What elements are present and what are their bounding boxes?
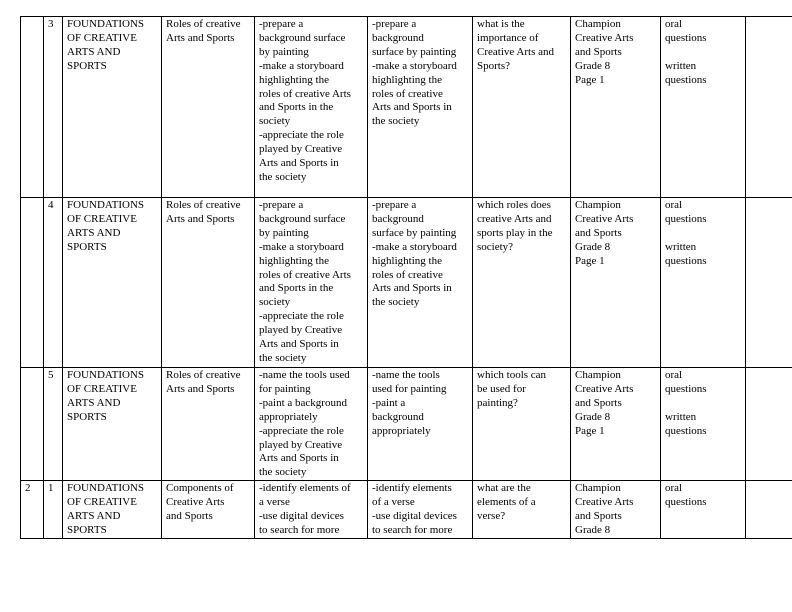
cell-text-line: the society [372,115,420,128]
key-inquiry-question-cell [473,481,571,539]
cell-text-line: to search for more [372,523,453,536]
learning-experiences-cell [368,198,473,368]
cell-text-line: SPORTS [67,240,107,253]
cell-text-line: ARTS AND [67,510,121,523]
cell-text-line: background [372,410,424,423]
cell-text-line: Creative Arts [166,496,225,509]
cell-text-line: SPORTS [67,410,107,423]
cell-text-line: -name the tools used [259,369,350,381]
cell-text-line: Champion [575,482,621,495]
cell-text-line: background [372,31,424,44]
cell-text-line: questions [665,424,707,437]
cell-text-line: highlighting the [372,73,442,86]
cell-text-line: -prepare a [372,199,417,211]
cell-text-line: verse? [477,510,506,523]
cell-text-line: Page 1 [575,254,605,267]
table-body [21,17,792,539]
cell-text-line: Arts and Sports [166,212,235,225]
cell-text-line: by painting [259,45,309,58]
cell-text-line: and Sports in the [259,101,334,114]
learning-resources-cell [571,17,661,198]
week-cell [21,198,44,368]
lesson-cell [44,17,63,198]
cell-text-line: roles of creative [372,87,443,100]
cell-text-line: FOUNDATIONS [67,199,145,211]
cell-text-line: Arts and Sports in [372,101,452,114]
cell-text-line: background surface [259,31,346,44]
cell-text-line: FOUNDATIONS [67,482,145,495]
cell-text-line: ARTS AND [67,396,121,409]
cell-text-line: and Sports [575,396,622,409]
cell-text-line: -appreciate the role [259,129,344,142]
remarks-cell [746,17,792,198]
cell-text-line: for painting [259,382,311,395]
cell-text-line: society [259,296,291,309]
learning-resources-cell [571,368,661,481]
cell-text: 3 [48,18,54,30]
cell-text-line: Arts and Sports in [259,452,339,465]
cell-text-line: which roles does [477,199,551,211]
learning-outcomes-cell [255,368,368,481]
cell-text-line: Creative Arts [575,212,634,225]
cell-text-line: oral [665,482,683,495]
cell-text-line: Grade 8 [575,523,611,536]
cell-text-line: oral [665,18,683,30]
sub-strand-cell [162,17,255,198]
cell-text-line: creative Arts and [477,212,552,225]
cell-text-line: importance of [477,31,539,44]
week-cell [21,368,44,481]
cell-text-line: surface by painting [372,226,457,239]
cell-text-line: -appreciate the role [259,310,344,323]
cell-text-line: Creative Arts [575,382,634,395]
cell-text-line: highlighting the [259,73,329,86]
cell-text-line: highlighting the [372,254,442,267]
blank-line [665,227,743,241]
cell-text-line: the society [372,296,420,309]
cell-text-line: Components of [166,482,234,495]
cell-text-line: Page 1 [575,73,605,86]
cell-text-line: Champion [575,18,621,30]
cell-text-line: questions [665,31,707,44]
cell-text-line: society [259,115,291,128]
strand-cell [63,481,162,539]
cell-text-line: OF CREATIVE [67,496,137,509]
cell-text-line: background [372,212,424,225]
cell-text-line: written [665,240,697,253]
cell-text-line: -make a storyboard [372,240,457,253]
cell-text: 2 [25,482,31,495]
lesson-cell [44,368,63,481]
cell-text-line: questions [665,254,707,267]
cell-text-line: played by Creative [259,324,343,337]
cell-text-line: ARTS AND [67,45,121,58]
cell-text-line: Roles of creative [166,18,241,30]
key-inquiry-question-cell [473,17,571,198]
cell-text-line: OF CREATIVE [67,31,137,44]
key-inquiry-question-cell [473,368,571,481]
learning-outcomes-cell [255,481,368,539]
cell-text-line: the society [259,170,307,183]
strand-cell [63,368,162,481]
cell-text-line: SPORTS [67,523,107,536]
cell-text-line: background surface [259,212,346,225]
cell-text-line: be used for [477,382,526,395]
learning-experiences-cell [368,17,473,198]
assessment-cell [661,368,746,481]
cell-text-line: played by Creative [259,143,343,156]
blank-line [665,397,743,411]
cell-text-line: Grade 8 [575,59,611,72]
table-row [21,198,792,368]
strand-cell [63,17,162,198]
cell-text-line: Creative Arts and [477,45,554,58]
lesson-cell [44,481,63,539]
cell-text-line: Page 1 [575,424,605,437]
cell-text-line: oral [665,369,683,381]
cell-text-line: FOUNDATIONS [67,369,145,381]
cell-text-line: -name the tools [372,369,440,381]
cell-text-line: Arts and Sports in [259,157,339,170]
cell-text-line: -appreciate the role [259,424,344,437]
cell-text-line: -make a storyboard [372,59,457,72]
cell-text-line: painting? [477,396,518,409]
cell-text-line: Creative Arts [575,496,634,509]
sub-strand-cell [162,481,255,539]
cell-text-line: FOUNDATIONS [67,18,145,30]
cell-text-line: to search for more [259,523,340,536]
cell-text-line: questions [665,73,707,86]
cell-text-line: Champion [575,199,621,211]
remarks-cell [746,481,792,539]
cell-text-line: and Sports in the [259,282,334,295]
week-cell [21,17,44,198]
cell-text-line: a verse [259,496,290,509]
cell-text-line: surface by painting [372,45,457,58]
cell-text-line: used for painting [372,382,447,395]
lesson-cell [44,198,63,368]
cell-text-line: sports play in the [477,226,553,239]
cell-text-line: appropriately [372,424,431,437]
table-row [21,481,792,539]
cell-text-line: -prepare a [372,18,417,30]
assessment-cell [661,198,746,368]
cell-text-line: written [665,410,697,423]
cell-text-line: Arts and Sports in [259,338,339,351]
cell-text-line: OF CREATIVE [67,212,137,225]
cell-text-line: Arts and Sports [166,31,235,44]
strand-cell [63,198,162,368]
cell-text-line: highlighting the [259,254,329,267]
table-row [21,368,792,481]
cell-text-line: Grade 8 [575,410,611,423]
cell-text-line: questions [665,496,707,509]
sub-strand-cell [162,368,255,481]
cell-text-line: what are the [477,482,531,495]
cell-text-line: roles of creative Arts [259,268,351,281]
cell-text-line: -identify elements [372,482,452,495]
cell-text: 1 [48,482,54,495]
sub-strand-cell [162,198,255,368]
cell-text-line: questions [665,382,707,395]
key-inquiry-question-cell [473,198,571,368]
table-row [21,17,792,198]
cell-text-line: OF CREATIVE [67,382,137,395]
cell-text: 4 [48,199,54,211]
cell-text-line: Arts and Sports [166,382,235,395]
cell-text-line: Creative Arts [575,31,634,44]
cell-text-line: -identify elements of [259,482,351,495]
cell-text-line: -prepare a [259,18,304,30]
cell-text-line: Roles of creative [166,199,241,211]
cell-text-line: Champion [575,369,621,381]
cell-text-line: elements of a [477,496,536,509]
cell-text-line: SPORTS [67,59,107,72]
cell-text-line: the society [259,351,307,364]
blank-line [665,46,743,60]
cell-text-line: and Sports [575,226,622,239]
cell-text-line: questions [665,212,707,225]
cell-text-line: and Sports [166,510,213,523]
cell-text-line: and Sports [575,45,622,58]
cell-text-line: roles of creative [372,268,443,281]
cell-text-line: of a verse [372,496,415,509]
learning-resources-cell [571,481,661,539]
learning-outcomes-cell [255,17,368,198]
learning-outcomes-cell [255,198,368,368]
cell-text-line: written [665,59,697,72]
assessment-cell [661,17,746,198]
week-cell [21,481,44,539]
cell-text-line: played by Creative [259,438,343,451]
cell-text-line: -paint a background [259,396,347,409]
cell-text-line: Sports? [477,59,510,72]
cell-text-line: -prepare a [259,199,304,211]
cell-text-line: by painting [259,226,309,239]
assessment-cell [661,481,746,539]
scheme-of-work-table [20,16,792,539]
cell-text-line: Grade 8 [575,240,611,253]
cell-text-line: society? [477,240,514,253]
cell-text-line: -use digital devices [372,510,457,523]
cell-text-line: Roles of creative [166,369,241,381]
cell-text-line: roles of creative Arts [259,87,351,100]
cell-text-line: -make a storyboard [259,240,344,253]
cell-text-line: ARTS AND [67,226,121,239]
cell-text-line: -make a storyboard [259,59,344,72]
cell-text-line: which tools can [477,369,547,381]
cell-text: 5 [48,369,54,381]
learning-resources-cell [571,198,661,368]
learning-experiences-cell [368,481,473,539]
cell-text-line: and Sports [575,510,622,523]
remarks-cell [746,368,792,481]
cell-text-line: what is the [477,18,525,30]
remarks-cell [746,198,792,368]
cell-text-line: -paint a [372,396,406,409]
cell-text-line: appropriately [259,410,318,423]
cell-text-line: oral [665,199,683,211]
cell-text-line: -use digital devices [259,510,344,523]
learning-experiences-cell [368,368,473,481]
cell-text-line: Arts and Sports in [372,282,452,295]
cell-text-line: the society [259,466,307,479]
